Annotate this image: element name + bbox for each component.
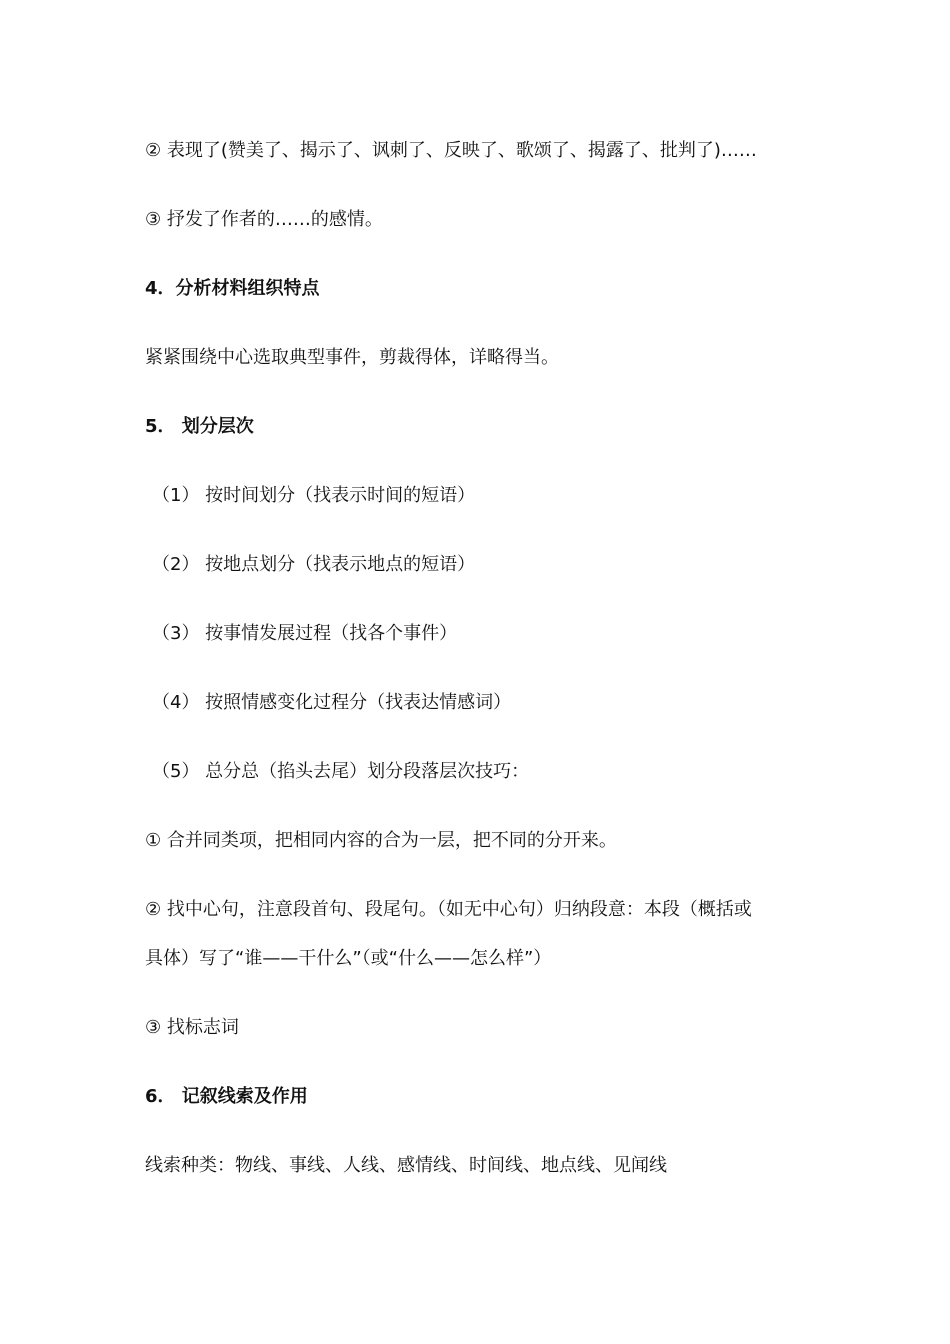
- list-item-process: （3） 按事情发展过程（找各个事件）: [152, 623, 458, 644]
- list-item-place: （2） 按地点划分（找表示地点的短语）: [152, 554, 476, 575]
- list-item-time: （1） 按时间划分（找表示时间的短语）: [152, 485, 476, 506]
- list-item-emotion: （4） 按照情感变化过程分（找表达情感词）: [152, 692, 512, 713]
- list-item-total-structure: （5） 总分总（掐头去尾）划分段落层次技巧：: [152, 761, 530, 782]
- technique-line-1: ① 合并同类项，把相同内容的合为一层，把不同的分开来。: [145, 830, 617, 851]
- text-line-clue-types: 线索种类：物线、事线、人线、感情线、时间线、地点线、见闻线: [145, 1155, 667, 1176]
- technique-line-2-continued: 具体）写了“谁——干什么”（或“什么——怎么样”）: [145, 948, 552, 969]
- section-heading-material-organization: 4．分析材料组织特点: [145, 278, 320, 299]
- text-line-material-organization: 紧紧围绕中心选取典型事件，剪裁得体，详略得当。: [145, 347, 559, 368]
- section-heading-narrative-clues: 6． 记叙线索及作用: [145, 1086, 308, 1107]
- technique-line-3: ③ 找标志词: [145, 1017, 239, 1038]
- section-heading-structure: 5． 划分层次: [145, 416, 254, 437]
- text-line-expression: ② 表现了(赞美了、揭示了、讽刺了、反映了、歌颂了、揭露了、批判了)……: [145, 140, 757, 161]
- technique-line-2: ② 找中心句，注意段首句、段尾句。（如无中心句）归纳段意：本段（概括或: [145, 899, 752, 920]
- text-line-feelings: ③ 抒发了作者的……的感情。: [145, 209, 383, 230]
